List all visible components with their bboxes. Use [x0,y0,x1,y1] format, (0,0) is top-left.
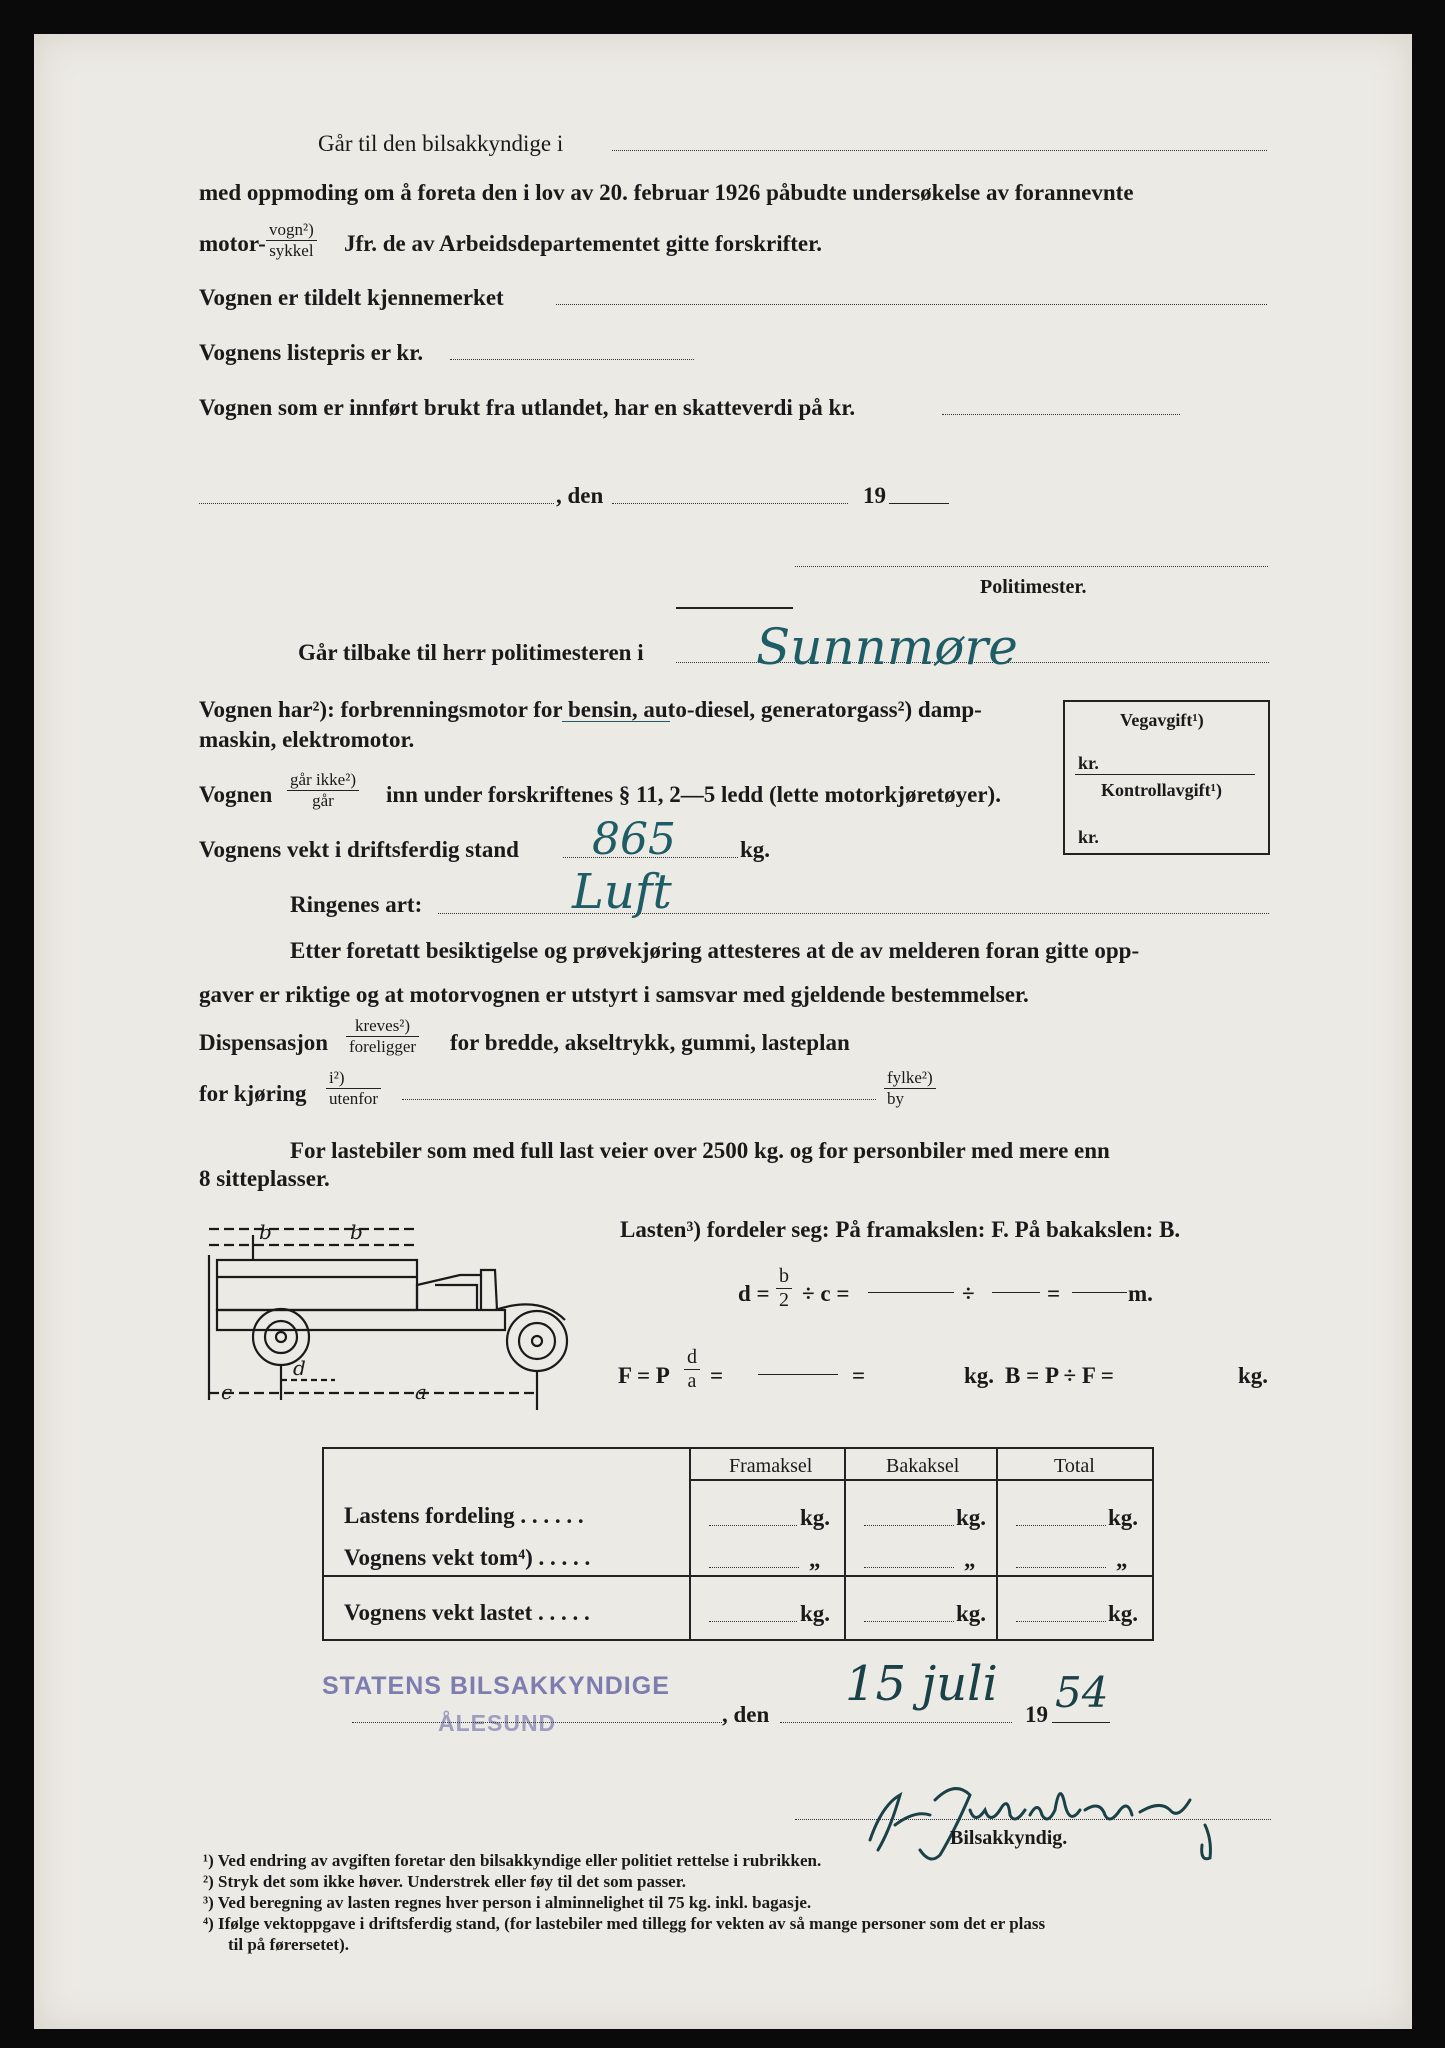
vogn-option: vogn²) [266,220,317,241]
rings-field [438,913,1269,914]
request-line: med oppmoding om å foreta den i lov av 20. februar 1926 påbudte undersøkelse av forannevnte [199,180,1134,205]
formula-d-right: ÷ c = [802,1281,850,1306]
row-1-total-unit: kg. [1108,1505,1139,1530]
footnote-1: ¹) Ved endring av avgiften foretar den bilsakkyndige eller politiet rettelse i rubrikken. [203,1851,822,1870]
year-field [889,503,949,504]
formula-f-eq1: = [710,1363,724,1388]
row-2-bakaksel-field [864,1567,954,1568]
formula-d-value-2 [992,1292,1040,1293]
formula-d-fraction [776,1265,792,1312]
diagram-label-b1: b [259,1220,272,1244]
stamp-line-2: ÅLESUND [438,1710,557,1736]
load-table [322,1447,1154,1641]
den-label: , den [556,483,604,508]
row-2-framaksel-unit: „ [809,1547,821,1572]
fees-box [1063,700,1270,855]
row-1-framaksel-unit: kg. [800,1505,831,1530]
return-label: Går tilbake til herr politimesteren i [298,640,644,665]
header-framaksel: Framaksel [729,1455,813,1477]
diagram-label-d: d [293,1356,306,1380]
bottom-date-field [780,1722,1012,1723]
engine-line-2: maskin, elektromotor. [199,727,415,752]
footnote-2: ²) Stryk det som ikke høver. Understrek eller føy til det som passer. [203,1872,686,1891]
weight-unit: kg. [740,837,771,862]
header-total: Total [1054,1455,1095,1477]
gar-ikke-option: går ikke²) [287,770,359,791]
footnote-3: ³) Ved beregning av lasten regnes hver person i alminnelighet til 75 kg. inkl. bagasje. [203,1893,812,1912]
dispensation-suffix: for bredde, akseltrykk, gummi, lasteplan [450,1030,850,1055]
plate-label: Vognen er tildelt kjennemerket [199,285,504,310]
formula-d-denominator: 2 [779,1289,789,1311]
section-divider [676,607,793,609]
formula-b: B = P ÷ F = [1005,1363,1114,1388]
row-empty-weight-label: Vognens vekt tom⁴) . . . . . [344,1545,591,1570]
row-load-distribution-label: Lastens fordeling . . . . . . [344,1503,584,1528]
row-2-framaksel-field [709,1567,799,1568]
trucks-line-2: 8 sitteplasser. [199,1166,330,1191]
formula-f-eq2: = [852,1363,866,1388]
goes-suffix: inn under forskriftenes § 11, 2—5 ledd (lette motorkjøretøyer). [386,782,1001,807]
kontrollavgift-kr: kr. [1078,827,1099,847]
county-fraction [884,1068,936,1108]
truck-chassis [217,1310,505,1330]
row-3-bakaksel-unit: kg. [956,1601,987,1626]
formula-f-denominator: a [687,1370,697,1392]
row-3-bakaksel-field [864,1621,954,1622]
formula-f-value [758,1374,838,1375]
row-1-total-field [1016,1525,1106,1526]
diagram-label-b2: b [350,1220,363,1244]
vegavgift-label: Vegavgift¹) [1120,710,1204,730]
bottom-date-handwritten: 15 juli [845,1656,998,1712]
row-3-total-field [1016,1621,1106,1622]
load-distribution-line: Lasten³) fordeler seg: På framakslen: F. På bakakslen: B. [620,1217,1181,1242]
inspector-label: Bilsakkyndig. [950,1827,1068,1849]
dispensation-fraction [346,1016,419,1056]
dispensation-prefix: Dispensasjon [199,1030,329,1055]
row-3-framaksel-unit: kg. [800,1601,831,1626]
truck-rear-wheel [507,1311,567,1371]
listprice-field [450,359,694,360]
place-field [199,503,554,504]
attest-line-2: gaver er riktige og at motorvognen er utstyrt i samsvar med gjeldende bestemmelser. [199,982,1029,1007]
row-3-total-unit: kg. [1108,1601,1139,1626]
formula-f-unit: kg. [964,1363,995,1388]
bottom-den-label: , den [722,1702,770,1727]
weight-label: Vognens vekt i driftsferdig stand [199,837,519,862]
weight-handwritten: 865 [592,814,676,865]
inspector-signature [860,1770,1240,1870]
row-loaded-weight-label: Vognens vekt lastet . . . . . [344,1600,590,1625]
drive-fraction [326,1068,381,1108]
plate-field [556,304,1267,305]
engine-line-1: Vognen har²): forbrenningsmotor for bensin, auto-diesel, generatorgass²) damp- [199,697,982,722]
truck-diagram [205,1215,575,1425]
foreligger-option: foreligger [349,1036,417,1056]
bottom-year-field [1052,1722,1110,1723]
row-1-bakaksel-unit: kg. [956,1505,987,1530]
row-2-total-unit: „ [1116,1547,1128,1572]
diagram-label-c: c [221,1380,233,1404]
truck-cab [417,1270,497,1310]
row-1-framaksel-field [709,1525,797,1526]
listprice-label: Vognens listepris er kr. [199,340,424,365]
trucks-line-1: For lastebiler som med full last veier over 2500 kg. og for personbiler med mere enn [290,1138,1110,1163]
formula-b-unit: kg. [1238,1363,1269,1388]
gar-fraction [287,770,359,810]
truck-cargo-box [217,1260,417,1310]
year-prefix: 19 [863,483,886,508]
footnote-4: ⁴) Ifølge vektoppgave i driftsferdig stand, (for lastebiler med tillegg for vekten av så mange personer som det er plass [203,1914,1046,1933]
bensin-underline [562,721,670,722]
formula-d-left: d = [738,1281,770,1306]
formula-f-fraction [684,1346,700,1393]
goes-to-field [612,150,1267,151]
formula-d-numerator: b [776,1265,792,1289]
politimester-label: Politimester. [980,576,1087,598]
stamp-line-1: STATENS BILSAKKYNDIGE [322,1672,670,1700]
import-value-field [942,414,1180,415]
county-field [402,1099,876,1100]
formula-f-left: F = P [618,1363,670,1388]
return-place-handwritten: Sunnmøre [756,618,1018,676]
row-3-framaksel-field [709,1621,797,1622]
attest-line-1: Etter foretatt besiktigelse og prøvekjøring attesteres at de av melderen foran gitte opp- [290,938,1140,963]
row-2-total-field [1016,1567,1106,1568]
header-bakaksel: Bakaksel [886,1455,960,1477]
by-option: by [887,1088,904,1108]
formula-d-unit: m. [1128,1281,1153,1306]
vogn-sykkel-fraction [266,220,317,260]
fylke-option: fylke²) [884,1068,936,1089]
vegavgift-kr: kr. [1078,753,1099,773]
row-1-bakaksel-field [864,1525,954,1526]
motor-suffix: Jfr. de av Arbeidsdepartementet gitte forskrifter. [344,231,822,256]
politimester-signature-line [795,566,1268,567]
import-label: Vognen som er innført brukt fra utlandet, har en skatteverdi på kr. [199,395,856,420]
motor-prefix: motor- [199,231,266,256]
sykkel-option: sykkel [269,240,314,260]
diagram-label-a: a [415,1380,427,1404]
gar-option: går [312,790,334,810]
formula-d-value-1 [868,1292,954,1293]
date-field [612,503,848,504]
goes-to-label: Går til den bilsakkyndige i [318,131,564,156]
rings-label: Ringenes art: [290,892,423,917]
kreves-option: kreves²) [346,1016,419,1037]
bottom-year-handwritten: 54 [1055,1668,1109,1717]
bottom-year-prefix: 19 [1025,1702,1048,1727]
formula-f-numerator: d [684,1346,700,1370]
bottom-place-field [352,1722,722,1723]
formula-d-eq: = [1047,1281,1061,1306]
rings-handwritten: Luft [572,864,672,920]
goes-prefix: Vognen [199,782,273,807]
row-2-bakaksel-unit: „ [964,1547,976,1572]
formula-d-minus: ÷ [962,1281,975,1306]
vegavgift-line [1075,774,1255,775]
utenfor-option: utenfor [329,1088,379,1108]
drive-prefix: for kjøring [199,1081,307,1106]
formula-d-result [1072,1292,1127,1293]
footnote-4-cont: til på førersetet). [228,1935,349,1954]
inspector-signature-line [795,1819,1271,1820]
kontrollavgift-label: Kontrollavgift¹) [1101,780,1223,800]
i-option: i²) [326,1068,381,1089]
